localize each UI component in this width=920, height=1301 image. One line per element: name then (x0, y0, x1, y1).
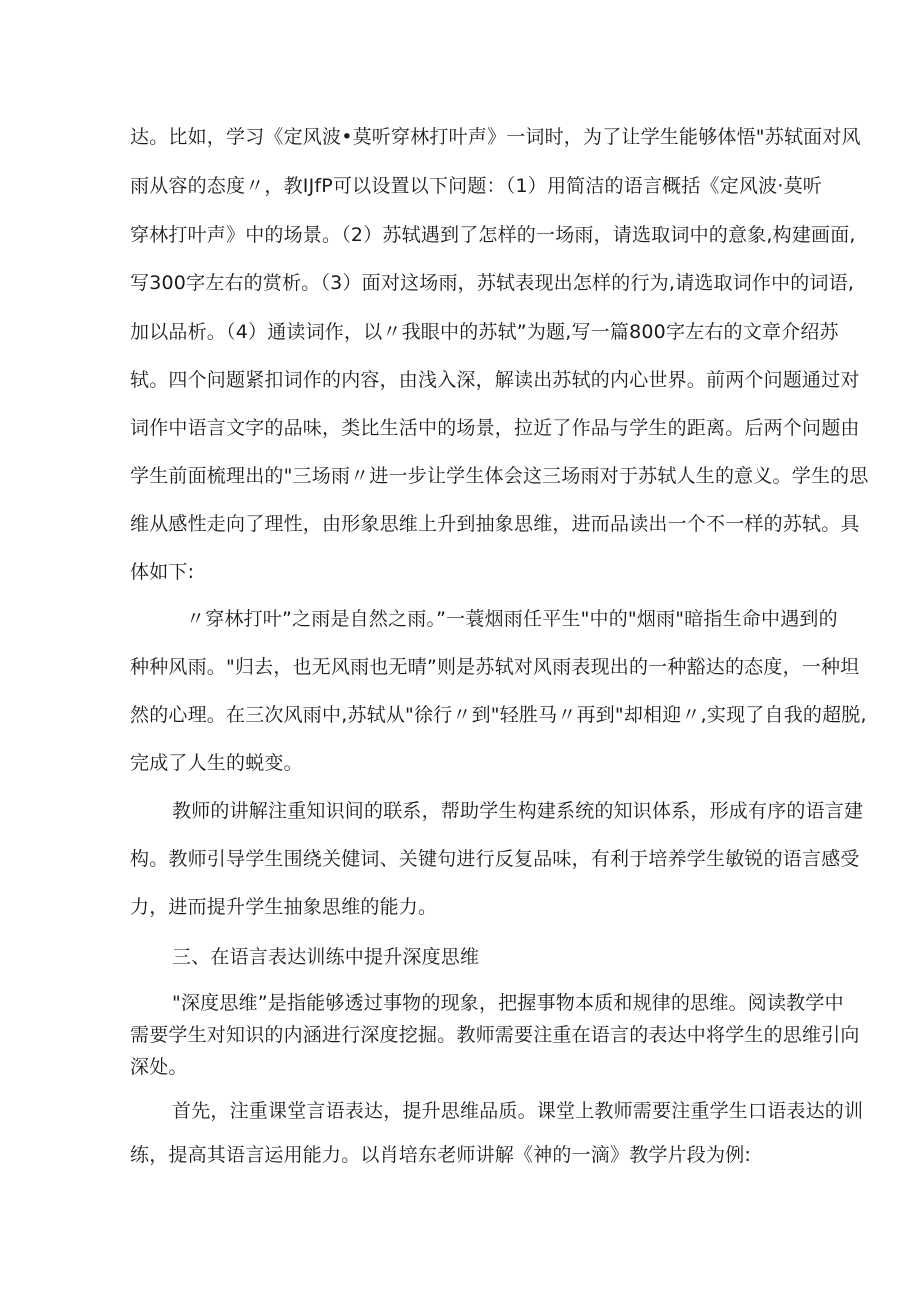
paragraph-1-line-7: 词作中语言文字的品味，类比生活中的场景，拉近了作品与学生的距离。后两个问题由 (130, 417, 860, 439)
paragraph-1-line-8: 学生前面梳理出的"三场雨〃进一步让学生体会这三场雨对于苏轼人生的意义。学生的思 (130, 465, 869, 487)
paragraph-1-line-1: 达。比如，学习《定风波•莫听穿林打叶声》一词时，为了让学生能够体悟"苏轼面对风 (130, 126, 861, 148)
paragraph-3-line-1: 教师的讲解注重知识间的联系，帮助学生构建系统的知识体系，形成有序的语言建 (172, 800, 864, 822)
paragraph-1-line-10: 体如下: (130, 561, 195, 583)
paragraph-1-line-4: 写300字左右的赏析。（3）面对这场雨，苏轼表现出怎样的行为,请选取词作中的词语, (130, 272, 855, 294)
section-heading: 三、在语言表达训练中提升深度思维 (172, 946, 480, 968)
paragraph-4-line-2: 需要学生对知识的内涵进行深度挖掘。教师需要注重在语言的表达中将学生的思维引向 (130, 1024, 860, 1046)
paragraph-5-line-1: 首先，注重课堂言语表达，提升思维品质。课堂上教师需要注重学生口语表达的训 (172, 1100, 864, 1122)
paragraph-1-line-9: 维从感性走向了理性，由形象思维上升到抽象思维，进而品读出一个不一样的苏轼。具 (130, 513, 860, 535)
paragraph-2-line-1: 〃穿林打叶”之雨是自然之雨。”一蓑烟雨任平生"中的"烟雨"暗指生命中遇到的 (186, 608, 838, 630)
paragraph-1-line-2: 雨从容的态度〃，教IJfP可以设置以下问题：（1）用简洁的语言概括《定风波·莫听 (130, 175, 822, 197)
paragraph-4-line-3: 深处。 (130, 1056, 188, 1078)
paragraph-1-line-3: 穿林打叶声》中的场景。（2）苏轼遇到了怎样的一场雨，请选取词中的意象,构建画面, (130, 224, 856, 246)
paragraph-2-line-4: 完成了人生的蜕变。 (130, 752, 303, 774)
paragraph-5-line-2: 练，提高其语言运用能力。以肖培东老师讲解《神的一滴》教学片段为例: (130, 1144, 752, 1166)
paragraph-1-line-6: 轼。四个问题紧扣词作的内容，由浅入深，解读出苏轼的内心世界。前两个问题通过对 (130, 369, 860, 391)
paragraph-1-line-5: 加以品析。（4）通读词作，以〃我眼中的苏轼”为题,写一篇800字左右的文章介绍苏 (130, 321, 839, 343)
paragraph-2-line-3: 然的心理。在三次风雨中,苏轼从"徐行〃到"轻胜马〃再到"却相迎〃,实现了自我的超脱, (130, 704, 867, 726)
paragraph-3-line-2: 构。教师引导学生围绕关健词、关键句进行反复品味，有利于培养学生敏锐的语言感受 (130, 848, 860, 870)
paragraph-3-line-3: 力，进而提升学生抽象思维的能力。 (130, 896, 438, 918)
paragraph-2-line-2: 种种风雨。"归去，也无风雨也无晴”则是苏轼对风雨表现出的一种豁达的态度，一种坦 (130, 656, 860, 678)
paragraph-4-line-1: "深度思维”是指能够透过事物的现象，把握事物本质和规律的思维。阅读教学中 (172, 992, 844, 1014)
